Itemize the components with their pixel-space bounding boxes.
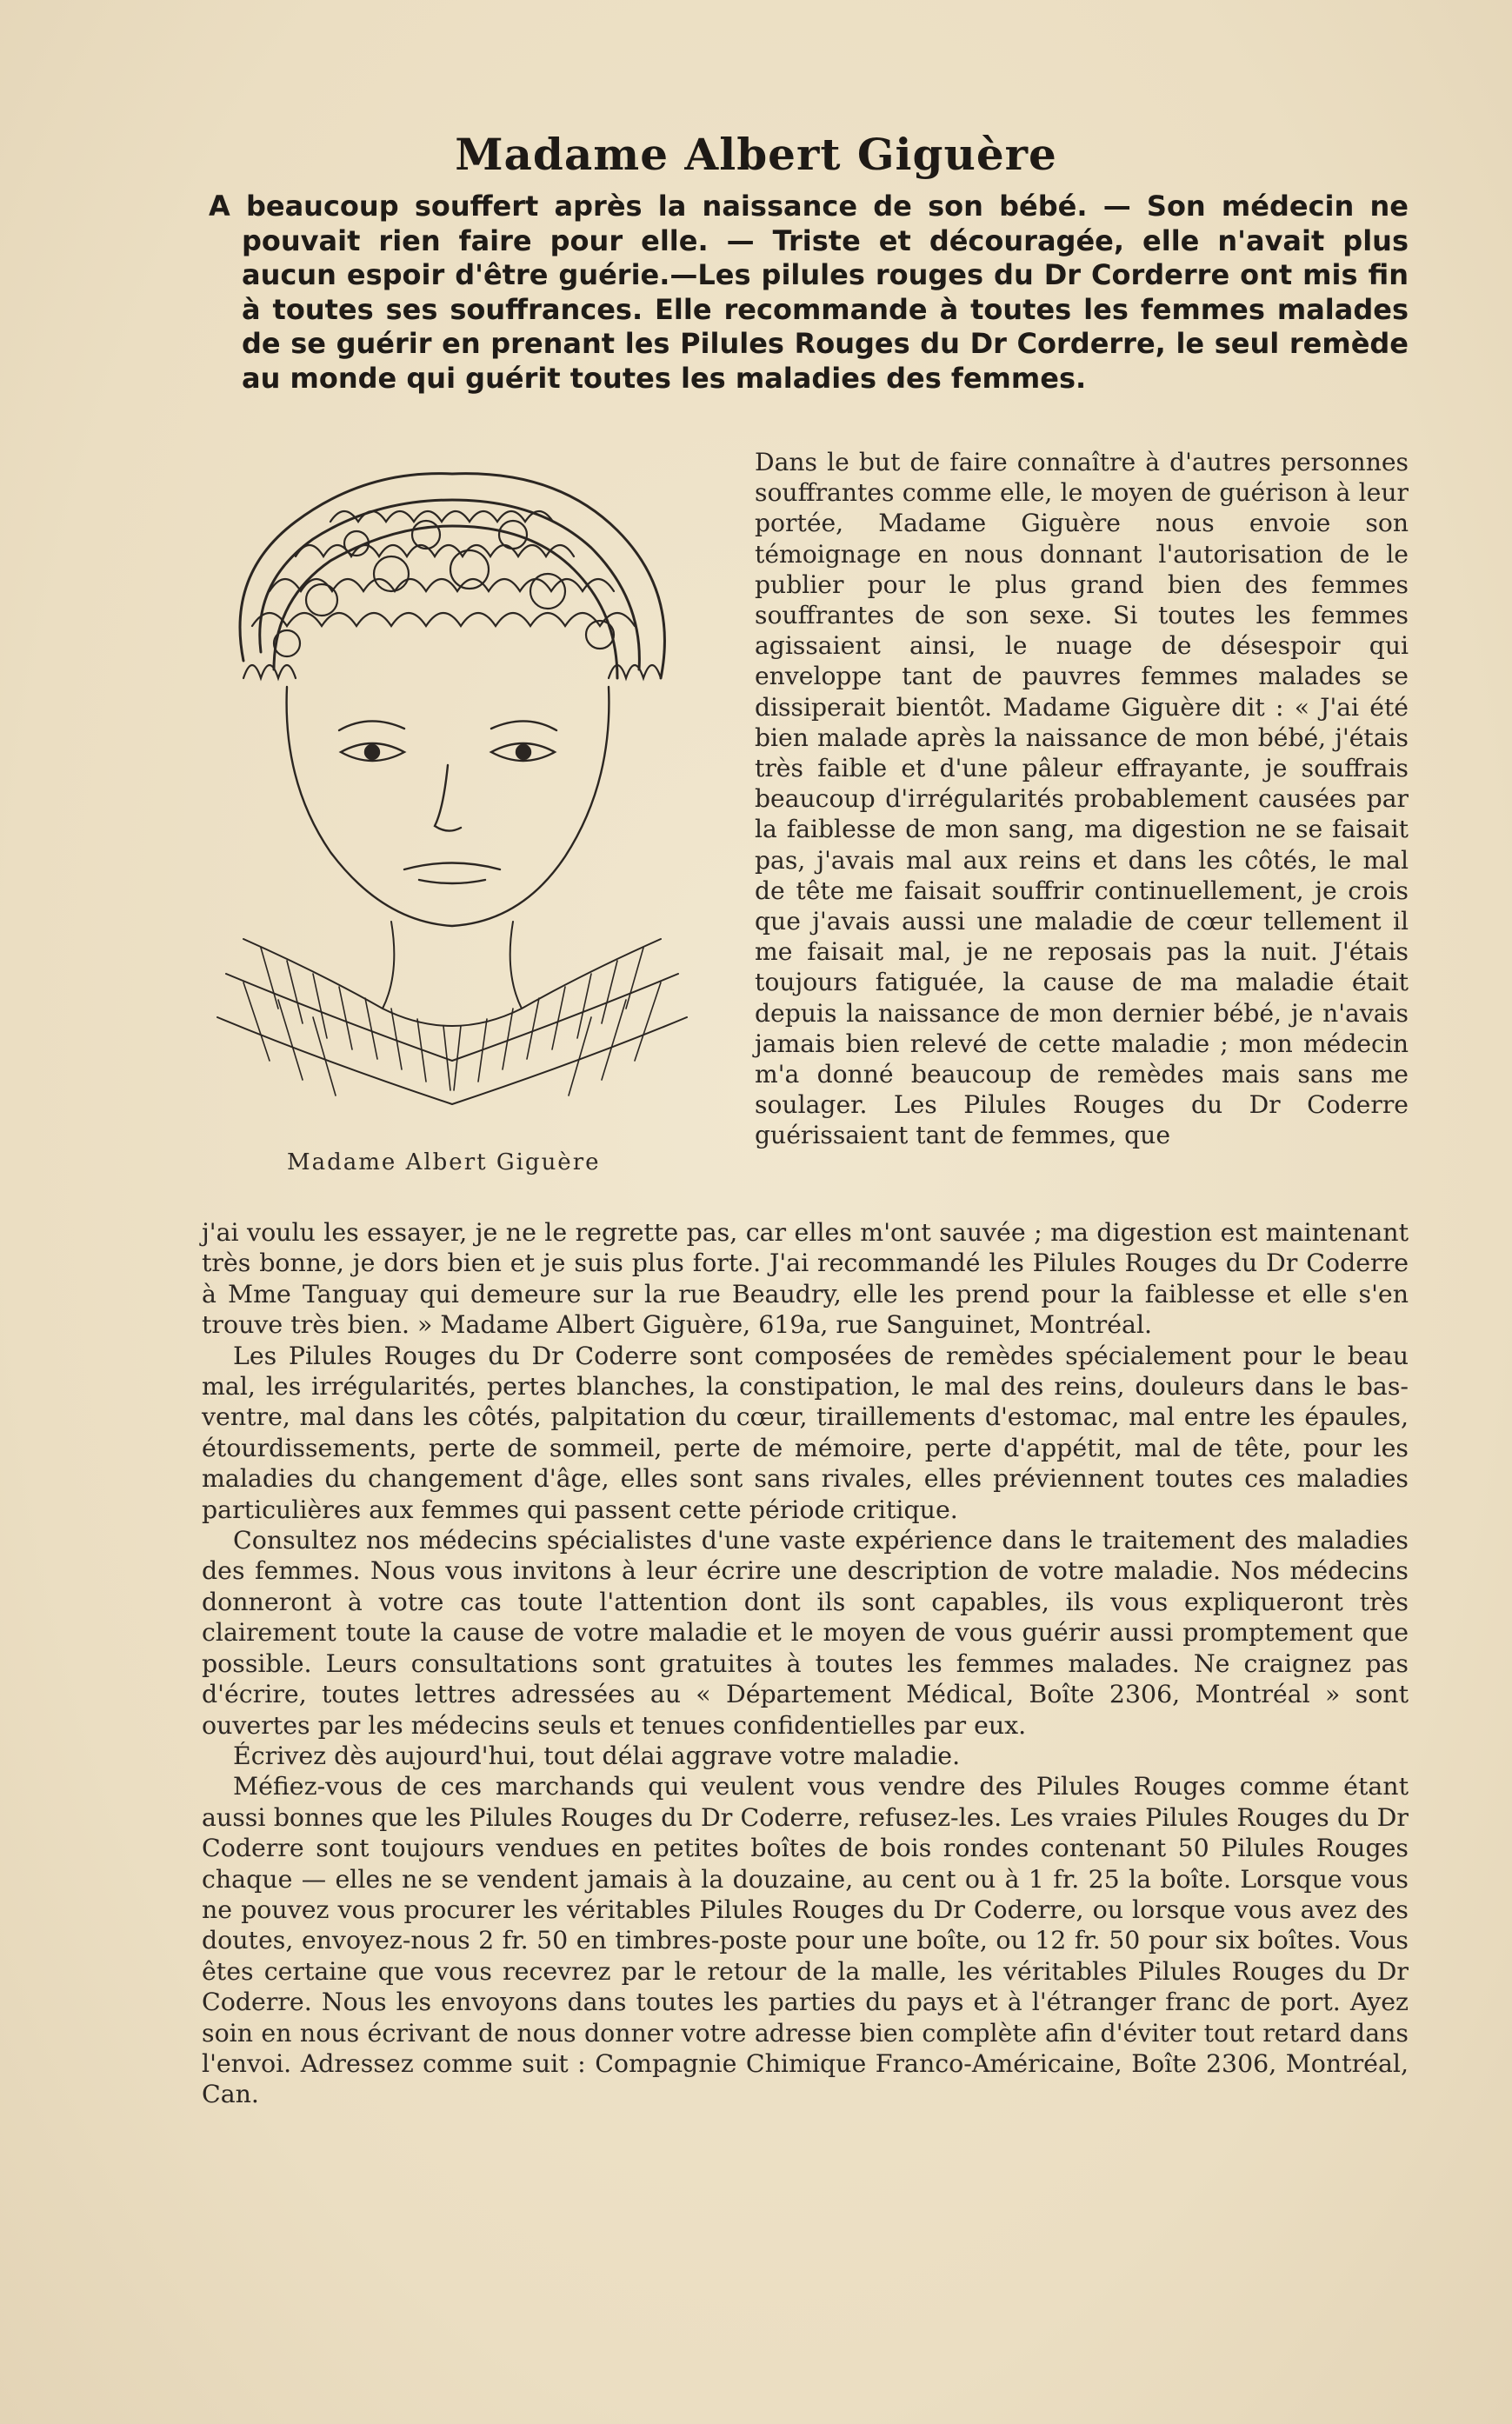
body-paragraph: Consultez nos médecins spécialistes d'une vaste expérience dans le traitement des maladies des femmes. Nous vous invitons à leur écrire une description de votre maladie. Nos médecins donneront à votre cas toute l'attention dont ils sont capables, ils vous expliqueront très clairement toute la cause de votre maladie et le moyen de vous guérir aussi promptement que possible. Leurs consultations sont gratuites à toutes les femmes malades. Ne craignez pas d'écrire, toutes lettres adressées au « Département Médical, Boîte 2306, Montréal » sont ouvertes par les médecins seuls et tenues confidentielles par eux. <box>202 1526 1409 1740</box>
article-subheading: A beaucoup souffert après la naissance de son bébé. — Son médecin ne pouvait rien faire pour elle. — Triste et découragée, elle n'avait plus aucun espoir d'être guérie.—Les pilules rouges du Dr Corderre ont mis fin à toutes ses souffrances. Elle recommande à toutes les femmes malades de se guérir en prenant les Pilules Rouges du Dr Corderre, le seul remède au monde qui guérit toutes les maladies des femmes. <box>209 190 1409 395</box>
body-paragraph: Méfiez-vous de ces marchands qui veulent vous vendre des Pilules Rouges comme étant aussi bonnes que les Pilules Rouges du Dr Coderre, refusez-les. Les vraies Pilules Rouges du Dr Coderre sont toujours vendues en petites boîtes de bois rondes contenant 50 Pilules Rouges chaque — elles ne se vendent jamais à la douzaine, au cent ou à 1 fr. 25 la boîte. Lorsque vous ne pouvez vous procurer les véritables Pilules Rouges du Dr Coderre, ou lorsque vous avez des doutes, envoyez-nous 2 fr. 50 en timbres-poste pour une boîte, ou 12 fr. 50 pour six boîtes. Vous êtes certaine que vous recevrez par le retour de la malle, les véritables Pilules Rouges du Dr Coderre. Nous les envoyons dans toutes les parties du pays et à l'étranger franc de port. Ayez soin en nous écrivant de nous donner votre adresse bien complète afin d'éviter tout retard dans l'envoi. Adressez comme suit : Compagnie Chimique Franco-Américaine, Boîte 2306, Montréal, Can. <box>202 1772 1409 2109</box>
body-paragraph: Les Pilules Rouges du Dr Coderre sont composées de remèdes spécialement pour le beau mal, les irrégularités, pertes blanches, la constipation, le mal des reins, douleurs dans le bas-ventre, mal dans les côtés, palpitation du cœur, tiraillements d'estomac, mal entre les épaules, étourdissements, perte de sommeil, perte de mémoire, perte d'appétit, mal de tête, pour les maladies du changement d'âge, elles sont sans rivales, elles préviennent toutes ces maladies particulières aux femmes qui passent cette période critique. <box>202 1341 1409 1524</box>
portrait-caption: Madame Albert Giguère <box>287 1149 601 1175</box>
portrait-engraving <box>191 452 713 1139</box>
body-paragraph: j'ai voulu les essayer, je ne le regrette pas, car elles m'ont sauvée ; ma digestion est maintenant très bonne, je dors bien et je suis plus forte. J'ai recommandé les Pilules Rouges du Dr Coderre à Mme Tanguay qui demeure sur la rue Beaudry, elle les prend pour la faiblesse et elle s'en trouve très bien. » Madame Albert Giguère, 619a, rue Sanguinet, Montréal. <box>202 1218 1409 1340</box>
article-title: Madame Albert Giguère <box>455 129 1057 180</box>
article-body <box>202 1217 1409 2110</box>
column-paragraph: Dans le but de faire connaître à d'autres personnes souffrantes comme elle, le moyen de guérison à leur portée, Madame Giguère nous envoie son témoignage en nous donnant l'autorisation de le publier pour le plus grand bien des femmes souffrantes de son sexe. Si toutes les femmes agissaient ainsi, le nuage de désespoir qui enveloppe tant de pauvres femmes malades se dissiperait bientôt. Madame Giguère dit : « J'ai été bien malade après la naissance de mon bébé, j'étais très faible et d'une pâleur effrayante, je souffrais beaucoup d'irrégularités probablement causées par la faiblesse de mon sang, ma digestion ne se faisait pas, j'avais mal aux reins et dans les côtés, le mal de tête me faisait souffrir continuellement, je crois que j'avais aussi une maladie de cœur tellement il me faisait mal, je ne reposais pas la nuit. J'étais toujours fatiguée, la cause de ma maladie était depuis la naissance de mon dernier bébé, je n'avais jamais bien relevé de cette maladie ; mon médecin m'a donné beaucoup de remèdes mais sans me soulager. Les Pilules Rouges du Dr Coderre guérissaient tant de femmes, que <box>755 448 1409 1150</box>
body-paragraph: Écrivez dès aujourd'hui, tout délai aggrave votre maladie. <box>233 1741 961 1770</box>
